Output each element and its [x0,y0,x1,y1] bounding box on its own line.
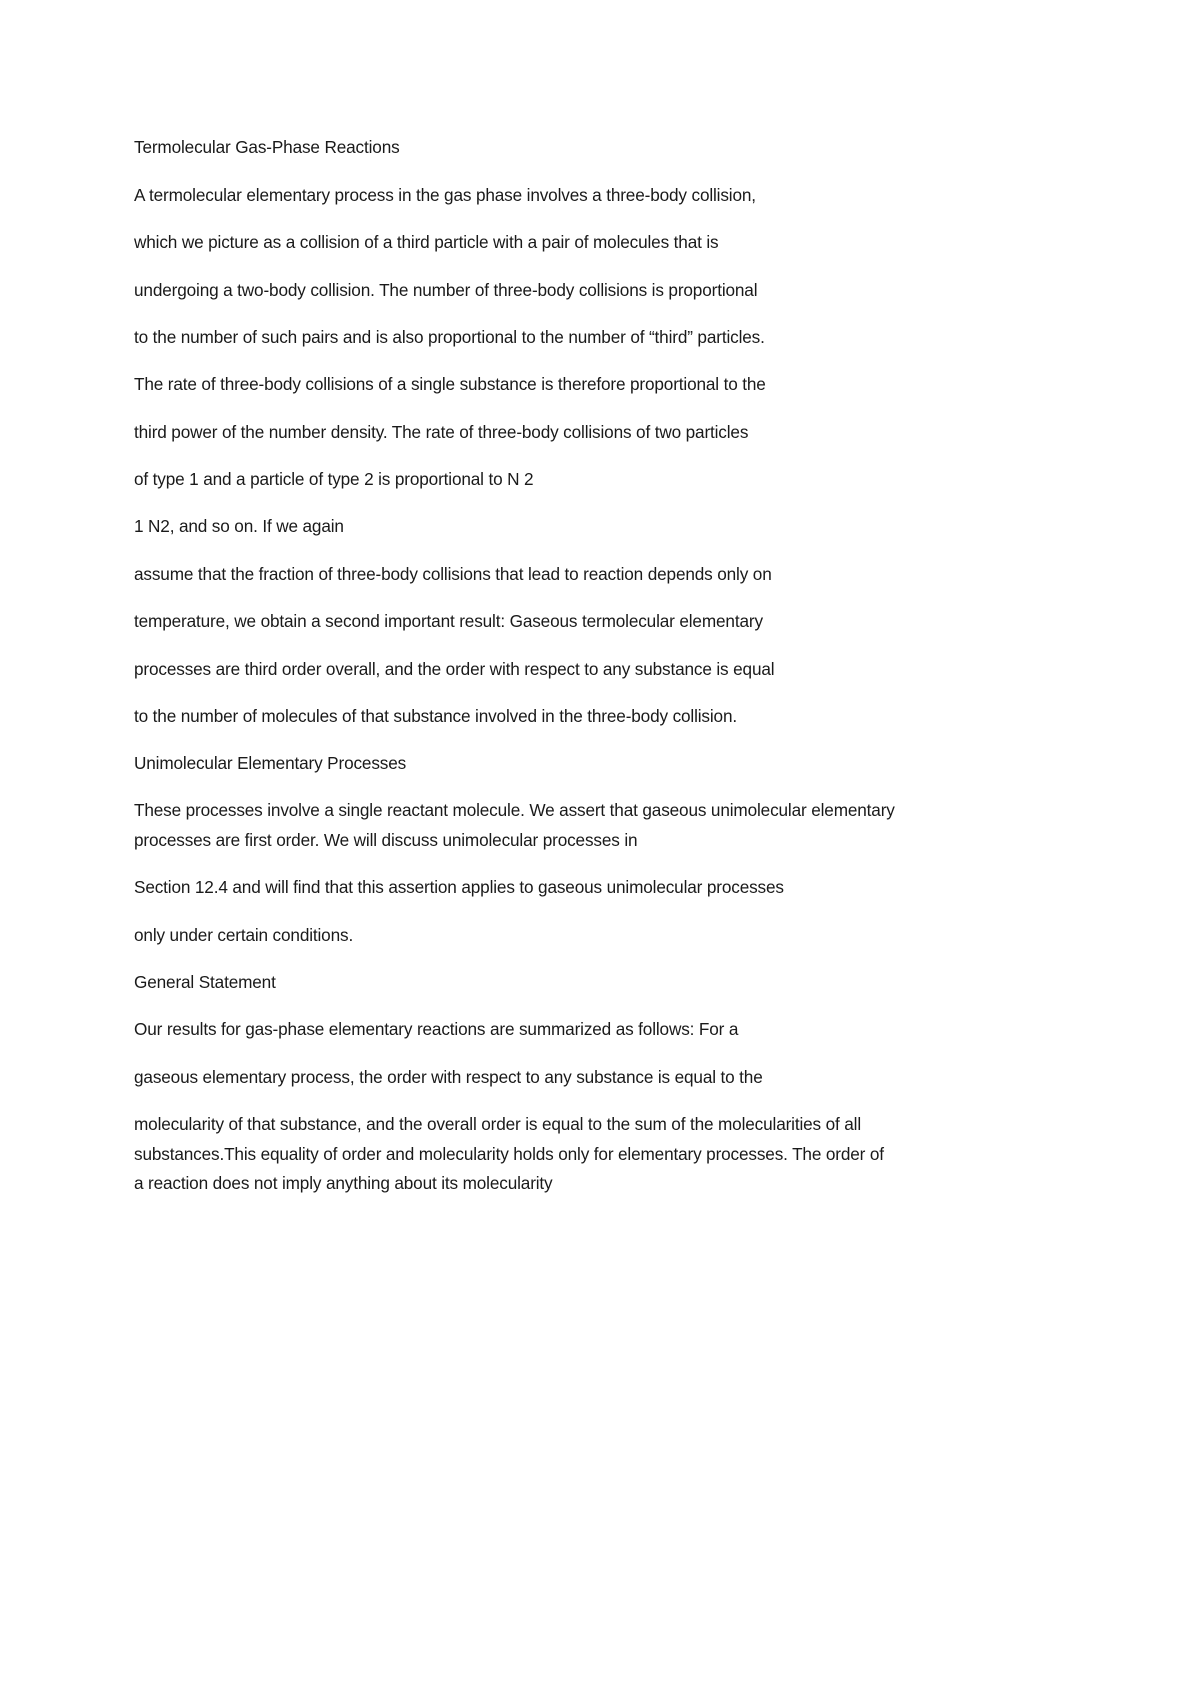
paragraph-line: processes are first order. We will discuss unimolecular processes in [134,830,638,850]
section-heading-termolecular: Termolecular Gas-Phase Reactions [134,137,400,157]
paragraph-line: to the number of such pairs and is also proportional to the number of “third” particles. [134,327,765,347]
paragraph-line: temperature, we obtain a second important result: Gaseous termolecular elementary [134,611,763,631]
paragraph-line: to the number of molecules of that substance involved in the three-body collision. [134,706,737,726]
paragraph-line: substances.This equality of order and molecularity holds only for elementary processes. The order of [134,1144,884,1164]
paragraph-line: third power of the number density. The rate of three-body collisions of two particles [134,422,749,442]
paragraph-line: Section 12.4 and will find that this assertion applies to gaseous unimolecular processes [134,877,784,897]
paragraph-line: The rate of three-body collisions of a single substance is therefore proportional to the [134,374,766,394]
paragraph-line: These processes involve a single reactant molecule. We assert that gaseous unimolecular elementary [134,800,895,820]
paragraph-line: gaseous elementary process, the order with respect to any substance is equal to the [134,1067,763,1087]
paragraph-line: a reaction does not imply anything about its molecularity [134,1173,553,1193]
paragraph-line: A termolecular elementary process in the gas phase involves a three-body collision, [134,185,756,205]
section-heading-unimolecular: Unimolecular Elementary Processes [134,753,407,773]
paragraph-line: of type 1 and a particle of type 2 is proportional to N 2 [134,469,534,489]
paragraph-line: undergoing a two-body collision. The number of three-body collisions is proportional [134,280,758,300]
paragraph-line: only under certain conditions. [134,925,354,945]
paragraph-line: Our results for gas-phase elementary reactions are summarized as follows: For a [134,1019,739,1039]
paragraph-line: molecularity of that substance, and the overall order is equal to the sum of the molecularities of all [134,1114,862,1134]
paragraph-line: which we picture as a collision of a third particle with a pair of molecules that is [134,232,719,252]
section-heading-general-statement: General Statement [134,972,276,992]
paragraph-line: processes are third order overall, and the order with respect to any substance is equal [134,659,775,679]
paragraph-line: assume that the fraction of three-body collisions that lead to reaction depends only on [134,564,772,584]
paragraph-line: 1 N2, and so on. If we again [134,516,344,536]
